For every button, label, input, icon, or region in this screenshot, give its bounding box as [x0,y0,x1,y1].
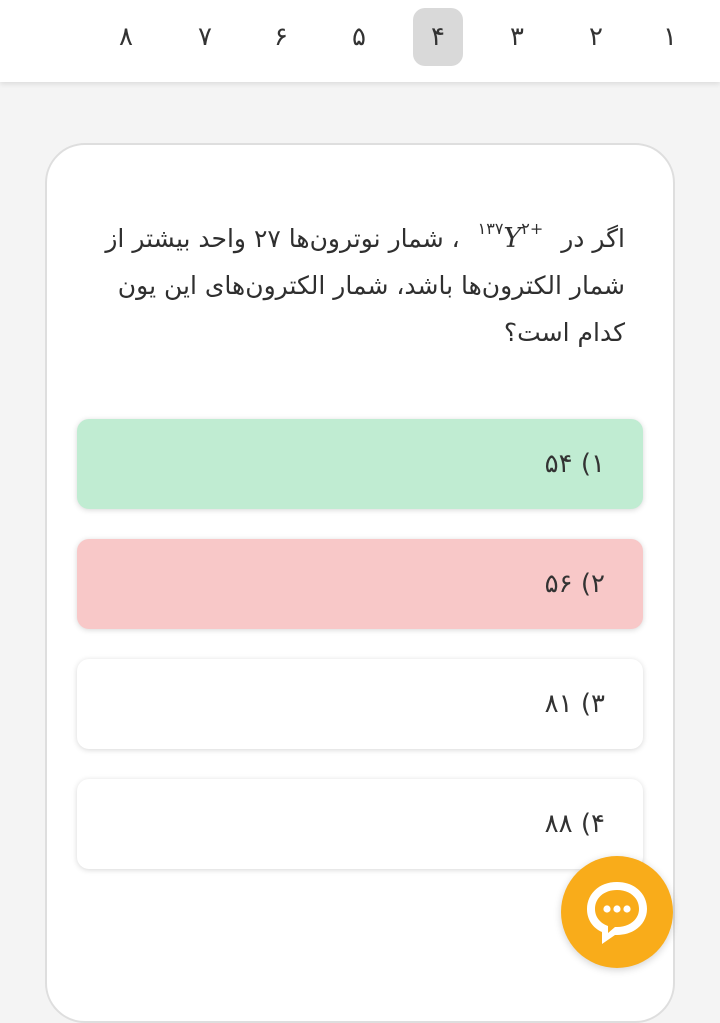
question-nav-item-3[interactable]: ۳ [510,22,524,52]
question-text-rest: ، شمار نوترون‌ها ۲۷ واحد بیشتر از شمار الکترون‌ها باشد، شمار الکترون‌های این یون کدام است؟ [105,224,625,347]
question-nav-item-1[interactable]: ۱ [663,22,677,52]
question-text [95,205,625,356]
question-nav-item-6[interactable]: ۶ [274,22,288,52]
ion-mass-number: ۱۳۷ [477,219,504,238]
answer-option-2[interactable] [77,539,643,629]
ion-charge: ۲+ [521,219,544,238]
answer-option-label: ۳) ۸۱ [544,689,605,719]
ion-notation [478,205,544,262]
question-nav-item-5[interactable]: ۵ [352,22,366,52]
answer-option-1[interactable] [77,419,643,509]
answer-option-3[interactable] [77,659,643,749]
answer-option-label: ۲) ۵۶ [544,569,605,599]
answer-option-label: ۴) ۸۸ [544,809,605,839]
question-nav-item-8[interactable]: ۸ [119,22,133,52]
question-text-start: اگر در [561,224,625,253]
answer-option-label: ۱) ۵۴ [544,449,605,479]
chat-bubble-icon [581,876,653,948]
answer-option-4[interactable] [77,779,643,869]
ion-symbol: Y [503,223,522,254]
question-nav-item-2[interactable]: ۲ [589,22,603,52]
question-nav-item-4[interactable]: ۴ [413,8,463,66]
chat-button[interactable] [561,856,673,968]
question-navigation-bar [0,0,720,82]
question-nav-item-7[interactable]: ۷ [198,22,212,52]
